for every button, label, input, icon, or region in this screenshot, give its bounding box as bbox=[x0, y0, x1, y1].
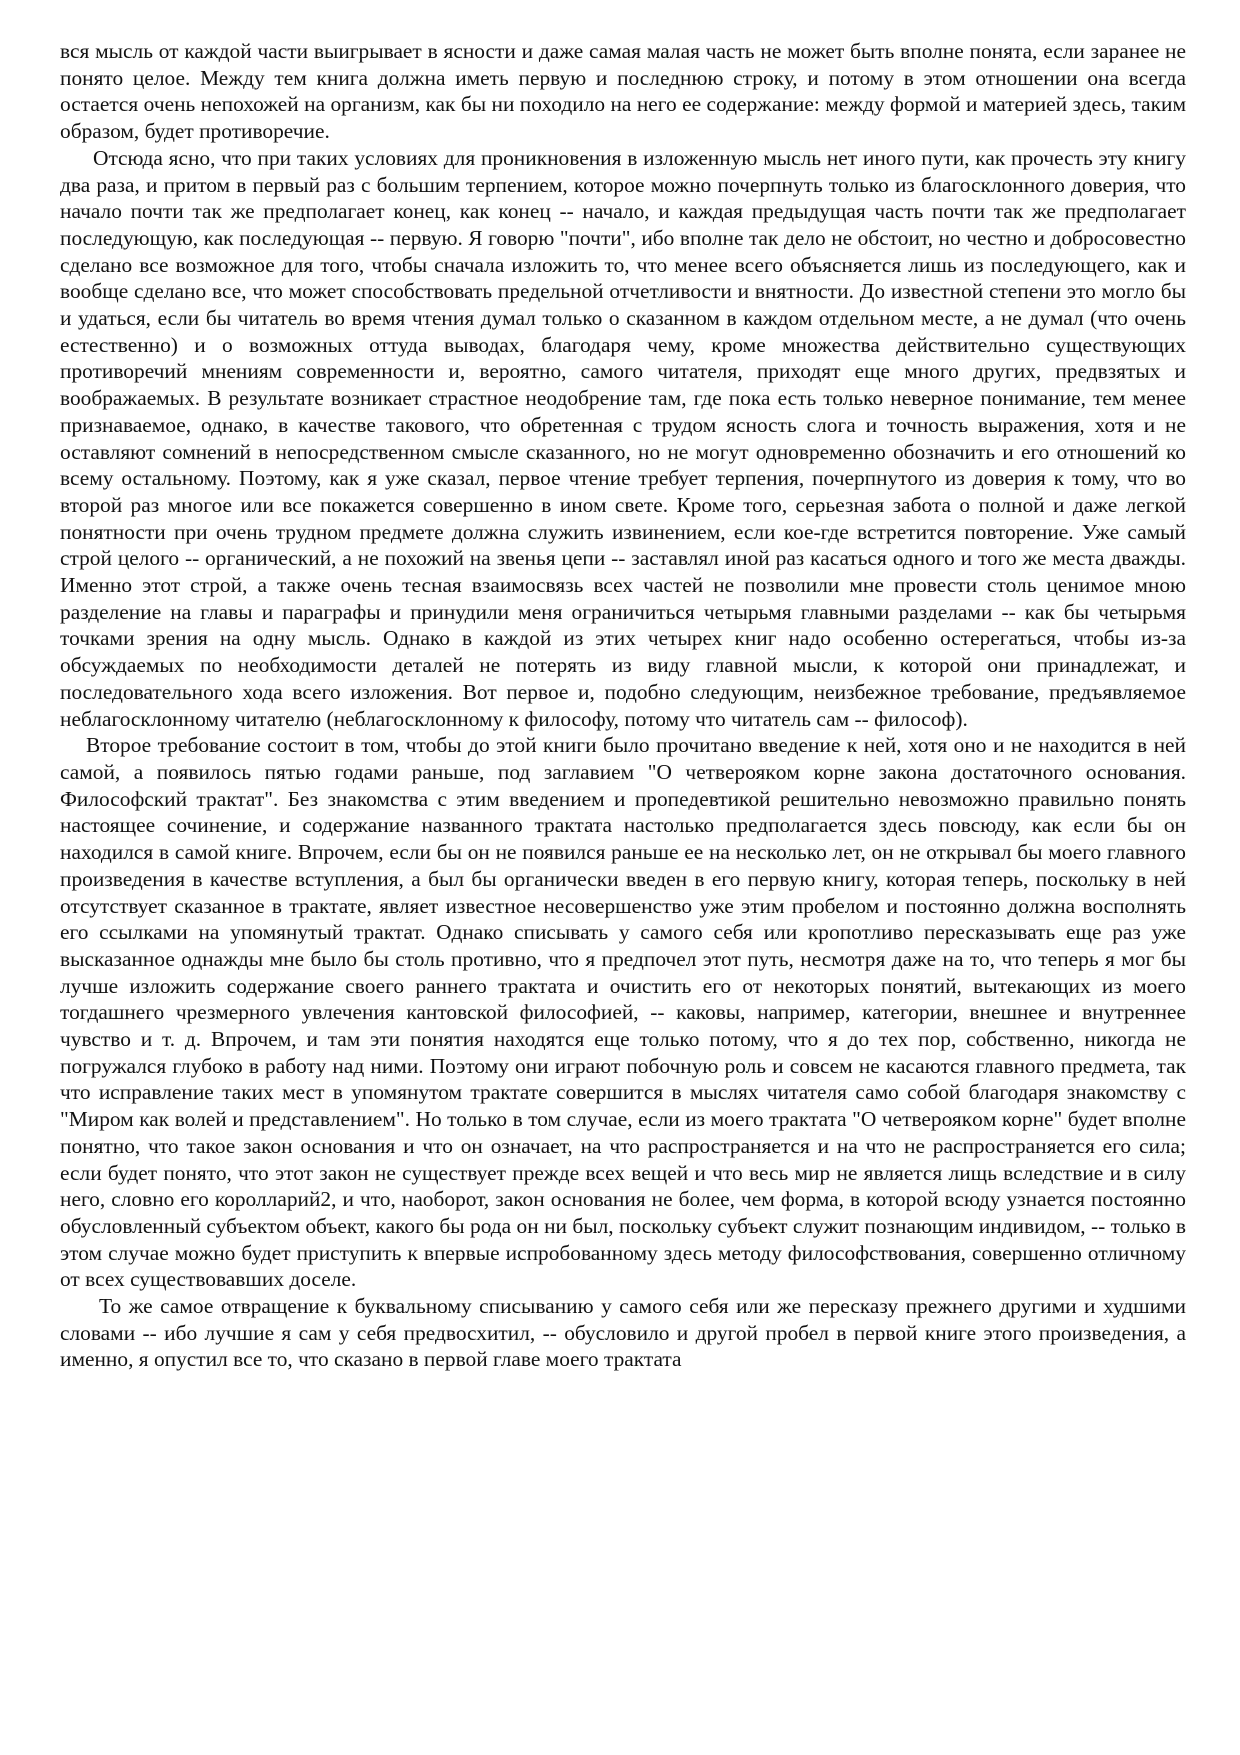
document-page bbox=[60, 38, 1186, 1373]
paragraph-2: Отсюда ясно, что при таких условиях для проникновения в изложенную мысль нет иного пути, как прочесть эту книгу два раза, и притом в первый раз с большим терпением, которое можно почерпнуть только из благосклонного доверия, что начало почти так же предполагает конец, как конец -- начало, и каждая предыдущая часть почти так же предполагает последующую, как последующая -- первую. Я говорю "почти", ибо вполне так дело не обстоит, но честно и добросовестно сделано все возможное для того, чтобы сначала изложить то, что менее всего объясняется лишь из последующего, как и вообще сделано все, что может способствовать предельной отчетливости и внятности. До известной степени это могло бы и удаться, если бы читатель во время чтения думал только о сказанном в каждом отдельном месте, а не думал (что очень естественно) и о возможных оттуда выводах, благодаря чему, кроме множества действительно существующих противоречий мнениям современности и, вероятно, самого читателя, приходят еще много других, предвзятых и воображаемых. В результате возникает страстное неодобрение там, где пока есть только неверное понимание, тем менее признаваемое, однако, в качестве такового, что обретенная с трудом ясность слога и точность выражения, хотя и не оставляют сомнений в непосредственном смысле сказанного, но не могут одновременно обозначить и его отношений ко всему остальному. Поэтому, как я уже сказал, первое чтение требует терпения, почерпнутого из доверия к тому, что во второй раз многое или все покажется совершенно в ином свете. Кроме того, серьезная забота о полной и даже легкой понятности при очень трудном предмете должна служить извинением, если кое-где встретится повторение. Уже самый строй целого -- органический, а не похожий на звенья цепи -- заставлял иной раз касаться одного и того же места дважды. Именно этот строй, а также очень тесная взаимосвязь всех частей не позволили мне провести столь ценимое мною разделение на главы и параграфы и принудили меня ограничиться четырьмя главными разделами -- как бы четырьмя точками зрения на одну мысль. Однако в каждой из этих четырех книг надо особенно остерегаться, чтобы из-за обсуждаемых по необходимости деталей не потерять из виду главной мысли, к которой они принадлежат, и последовательного хода всего изложения. Вот первое и, подобно следующим, неизбежное требование, предъявляемое неблагосклонному читателю (неблагосклонному к философу, потому что читатель сам -- философ). bbox=[60, 145, 1186, 731]
paragraph-1: вся мысль от каждой части выигрывает в ясности и даже самая малая часть не может быть вполне понята, если заранее не понято целое. Между тем книга должна иметь первую и последнюю строку, и потому в этом отношении она всегда остается очень непохожей на организм, как бы ни походило на него ее содержание: между формой и материей здесь, таким образом, будет противоречие. bbox=[60, 39, 1186, 144]
paragraph-3: Второе требование состоит в том, чтобы до этой книги было прочитано введение к ней, хотя оно и не находится в ней самой, а появилось пятью годами раньше, под заглавием "О четвероякoм корне закона достаточного основания. Философский трактат". Без знакомства с этим введением и пропедевтикой решительно невозможно правильно понять настоящее сочинение, и содержание названного трактата настолько предполагается здесь повсюду, как если бы он находился в самой книге. Впрочем, если бы он не появился раньше ее на несколько лет, он не открывал бы моего главного произведения в качестве вступления, а был бы органически введен в его первую книгу, которая теперь, поскольку в ней отсутствует сказанное в трактате, являет известное несовершенство уже этим пробелом и постоянно должна восполнять его ссылками на упомянутый трактат. Однако списывать у самого себя или кропотливо пересказывать еще раз уже высказанное однажды мне было бы столь противно, что я предпочел этот путь, несмотря даже на то, что теперь я мог бы лучше изложить содержание своего раннего трактата и очистить его от некоторых понятий, вытекающих из моего тогдашнего чрезмерного увлечения кантовской философией, -- каковы, например, категории, внешнее и внутреннее чувство и т. д. Впрочем, и там эти понятия находятся еще только потому, что я до тех пор, собственно, никогда не погружался глубоко в работу над ними. Поэтому они играют побочную роль и совсем не касаются главного предмета, так что исправление таких мест в упомянутом трактате совершится в мыслях читателя само собой благодаря знакомству с "Миром как волей и представлением". Но только в том случае, если из моего трактата "О четвероякoм корне" будет вполне понятно, что такое закон основания и что он означает, на что распространяется и на что не распространяется его сила; если будет понято, что этот закон не существует прежде всех вещей и что весь мир не является лищь вследствие и в силу него, словно его королларий2, и что, наоборот, закон основания не более, чем форма, в которой всюду узнается постоянно обусловленный субъектом объект, какого бы рода он ни был, поскольку субъект служит познающим индивидом, -- только в этом случае можно будет приступить к впервые испробованному здесь методу философствования, совершенно отличному от всех существовавших доселе. bbox=[60, 733, 1186, 1292]
paragraph-4: То же самое отвращение к буквальному списыванию у самого себя или же пересказу прежнего другими и худшими словами -- ибо лучшие я сам у себя предвосхитил, -- обусловило и другой пробел в первой книге этого произведения, а именно, я опустил все то, что сказано в первой главе моего трактата bbox=[60, 1294, 1186, 1372]
